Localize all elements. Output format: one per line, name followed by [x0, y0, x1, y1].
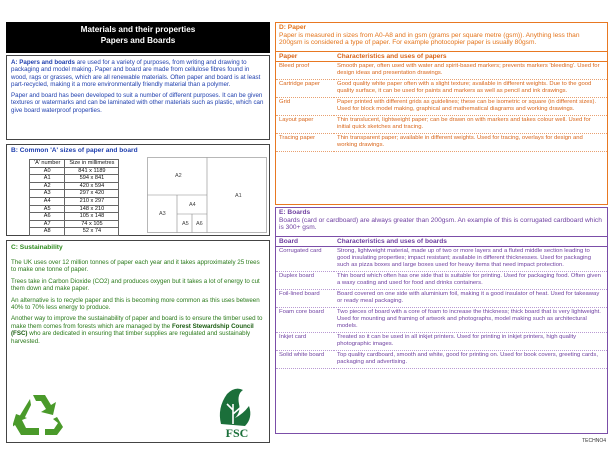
fsc-logo-text: FSC	[225, 426, 249, 440]
a-sizes-col-number: 'A' number	[30, 160, 65, 168]
diagram-label-a3: A3	[159, 211, 166, 217]
title-line-1: Materials and their properties	[80, 25, 196, 34]
section-c-para-3: An alternative is to recycle paper and this is becoming more common as this uses between 40% to 70% less energy to produce.	[11, 296, 260, 312]
table-row: A6 105 x 148	[30, 213, 119, 221]
section-c-heading: C: Sustainability	[11, 244, 63, 251]
section-d-heading: D: Paper	[279, 24, 307, 31]
section-c-para-2: Trees take in Carbon Dioxide (CO2) and produces oxygen but it takes a lot of energy to cut them down and make paper.	[11, 277, 260, 293]
table-row: A4 210 x 297	[30, 197, 119, 205]
a-sizes-diagram	[147, 157, 267, 233]
table-row: A7 74 x 105	[30, 220, 119, 228]
table-row: Layout paper Thin translucent, lightweight paper; can be drawn on with markers and takes colour well. Used for initial quick sketches and tracing.	[276, 115, 607, 133]
board-col-name: Board	[276, 236, 334, 246]
fsc-logo-icon	[213, 384, 261, 440]
diagram-label-a6: A6	[196, 221, 203, 227]
title-line-2: Papers and Boards	[100, 36, 176, 45]
section-b-a-sizes	[6, 144, 270, 236]
table-row: Foam core board Two pieces of board with a core of foam to increase the thickness; thick board that is very lightweight. Used for mounting and framing of artwork and photographs, model making such as architectural models.	[276, 307, 607, 332]
paper-table-header	[276, 51, 607, 61]
table-row: A2 420 x 594	[30, 182, 119, 190]
section-c-para-1: The UK uses over 12 million tonnes of paper each year and it takes approximately 25 trees to make one tonne of paper.	[11, 259, 260, 274]
paper-col-name: Paper	[276, 51, 334, 61]
section-a-heading: A: Papers and boards	[11, 59, 75, 66]
a-sizes-col-size: Size in millimetres	[65, 160, 119, 168]
section-a-papers-and-boards	[6, 55, 270, 140]
diagram-label-a5: A5	[182, 221, 189, 227]
table-row: A1 594 x 841	[30, 175, 119, 183]
page-title	[6, 22, 270, 53]
section-e-intro-block	[276, 208, 607, 232]
section-e-intro: Boards (card or cardboard) are always greater than 200gsm. An example of this is corrugated cardboard which is 300+ gsm.	[279, 216, 602, 232]
paper-table	[276, 51, 607, 152]
table-row: Corrugated card Strong, lightweight material, made up of two or more layers and a fluted middle section leading to good insulating properties; impact resistant; available in different thicknesses. Used for packaging such as pizza boxes and large boxes used for heavy items that need impact protection.	[276, 246, 607, 271]
section-c-para-4: Another way to improve the sustainability of paper and board is to ensure the timber used to make them comes from forests which are managed by the Forest Stewardship Council (FSC) who are dedicated in ensuring that timber supplies are regulated and sustainably harvested.	[11, 315, 263, 345]
table-row: Duplex board Thin board which often has one side that is suitable for printing. Used for packaging food. Often given a waxy coating and used for food and drinks containers.	[276, 271, 607, 289]
footer-code: TECHNO4	[582, 438, 606, 444]
section-c-sustainability	[6, 240, 270, 443]
board-col-characteristics: Characteristics and uses of boards	[334, 236, 607, 246]
section-d-intro: Paper is measured in sizes from A0-A8 and in gsm (grams per square metre (gsm)). Anything less than 200gsm is considered a type of paper. For example photocopier paper is usually 80gsm.	[279, 31, 580, 47]
boards-table-header	[276, 236, 607, 246]
table-row: A8 52 x 74	[30, 228, 119, 236]
section-a-para-1: A: Papers and boards are used for a variety of purposes, from writing and drawing to packaging and model making. Paper and board are made from cellulose fibres found in wood, rags or grasses, which are all renewable materials. Often paper and board is at least part-recycled, making it a more environmentally friendly material than a polymer.	[11, 59, 261, 88]
table-row: Foil-lined board Board covered on one side with aluminium foil, making it a good insulator of heat. Used for takeaway or ready meal packaging.	[276, 289, 607, 307]
section-a-para-2: Paper and board has been developed to suit a number of different purposes. It can be given textures or watermarks and can be laminated with other materials such as plastic, which can give board waterproof properties.	[11, 92, 264, 114]
table-row: A3 297 x 420	[30, 190, 119, 198]
boards-table	[276, 236, 607, 369]
table-row: Inkjet card Treated so it can be used in all inkjet printers. Used for printing in inkjet printers, high quality photographic images.	[276, 332, 607, 350]
section-d-paper	[275, 22, 608, 205]
table-row: Solid white board Top quality cardboard, smooth and white, good for printing on. Used for book covers, greeting cards, packaging and advertising.	[276, 350, 607, 368]
table-row: A5 148 x 210	[30, 205, 119, 213]
diagram-label-a2: A2	[175, 173, 182, 179]
table-row: Grid Paper printed with different grids as guidelines; these can be isometric or square (in different sizes). Used for block model making, graphical and mathematical diagrams and working drawings.	[276, 97, 607, 115]
table-row: Cartridge paper Good quality white paper often with a slight texture; available in different weights. Due to the good quality surface, it can be used for paints and markers as well as pencil and ink drawings.	[276, 79, 607, 97]
table-row: Tracing paper Thin transparent paper; available in different weights. Used for tracing, overlays for design and working drawings.	[276, 133, 607, 151]
section-d-intro-block	[276, 23, 607, 47]
table-row: Bleed proof Smooth paper, often used with water and spirit-based markers; prevents markers 'bleeding'. Used for design ideas and presentation drawings.	[276, 61, 607, 79]
diagram-label-a4: A4	[189, 202, 196, 208]
section-b-heading: B: Common 'A' sizes of paper and board	[11, 147, 138, 154]
a-sizes-table	[29, 159, 119, 236]
section-e-boards	[275, 207, 608, 434]
table-row: A0 841 x 1189	[30, 167, 119, 175]
paper-col-characteristics: Characteristics and uses of papers	[334, 51, 607, 61]
section-e-heading: E: Boards	[279, 209, 311, 216]
recycle-icon	[13, 391, 65, 437]
diagram-label-a1: A1	[235, 193, 242, 199]
a-sizes-header-row	[30, 160, 119, 168]
